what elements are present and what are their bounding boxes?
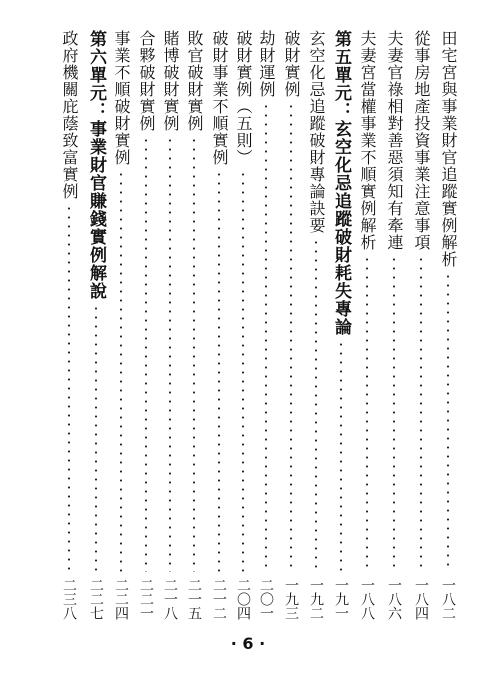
toc-section-heading	[85, 30, 107, 620]
page-number: · 6 ·	[230, 634, 266, 653]
dot-leader	[242, 170, 244, 572]
toc-entry	[255, 30, 277, 620]
toc-entry-title: 破財實例	[282, 30, 301, 98]
toc-entry	[183, 30, 205, 620]
toc-entry-page: 二二四	[113, 578, 129, 620]
toc-entry-page: 一八四	[413, 578, 429, 620]
toc-entry-title: 從事房地產投資事業注意事項	[412, 30, 431, 251]
toc-entry	[232, 30, 254, 620]
toc-entry-page: 一八八	[359, 578, 375, 620]
toc-entry-page: 一八六	[386, 578, 402, 620]
toc-entry	[280, 30, 302, 620]
dot-leader	[290, 102, 292, 572]
toc-entry	[437, 30, 459, 620]
toc-entry-page: 二〇四	[235, 578, 251, 620]
dot-leader	[420, 255, 422, 572]
dot-leader	[120, 170, 122, 572]
toc-entry-title: 事業不順破財實例	[112, 30, 131, 166]
toc-entry-title: 政府機關庇蔭致富實例	[60, 30, 79, 200]
toc-entry	[110, 30, 132, 620]
dot-leader	[340, 340, 342, 572]
toc-entry-page: 二一五	[186, 578, 202, 620]
dot-leader	[265, 102, 267, 572]
toc-entry-title: 破財實例（五則）	[234, 30, 253, 166]
toc-entry-title: 破財事業不順實例	[210, 30, 229, 166]
toc-entry-page: 一八二	[440, 578, 456, 620]
toc-entry-title: 合夥破財實例	[137, 30, 156, 132]
toc-entry-page: 二二一	[138, 578, 154, 620]
dot-leader	[95, 304, 97, 572]
toc-entry-page: 一九一	[333, 578, 349, 620]
dot-leader	[447, 272, 449, 572]
toc-entry-page: 二一二	[211, 578, 227, 620]
toc-entry-page: 二二七	[88, 578, 104, 620]
toc-entry	[208, 30, 230, 620]
toc-entry-title: 劫財運例	[257, 30, 276, 98]
toc-entry-title: 第五單元：玄空化忌追蹤破財耗失專論	[331, 30, 351, 336]
dot-leader	[315, 238, 317, 572]
dot-leader	[145, 136, 147, 572]
toc-section-heading	[330, 30, 352, 620]
toc-entry-title: 第六單元：事業財官賺錢實例解說	[86, 30, 106, 300]
toc-entry	[383, 30, 405, 620]
toc-entry	[159, 30, 181, 620]
toc-entry-title: 夫妻官祿相對善惡須知有牽連	[385, 30, 404, 251]
dot-leader	[68, 204, 70, 572]
toc-entry-title: 玄空化忌追蹤破財專論訣要	[307, 30, 326, 234]
toc-entry	[410, 30, 432, 620]
dot-leader	[366, 255, 368, 572]
toc-entry-title: 賭博破財實例	[161, 30, 180, 132]
toc-entry-page: 二三八	[61, 578, 77, 620]
toc-entry-page: 一九三	[283, 578, 299, 620]
toc-entry-page: 二一八	[162, 578, 178, 620]
toc-entry-title: 夫妻宮當權事業不順實例解析	[358, 30, 377, 251]
dot-leader	[193, 136, 195, 572]
dot-leader	[218, 170, 220, 572]
toc-entry	[305, 30, 327, 620]
dot-leader	[393, 255, 395, 572]
toc-entry-title: 敗官破財實例	[185, 30, 204, 132]
toc-entry	[135, 30, 157, 620]
toc-entry-page: 二〇一	[258, 578, 274, 620]
toc-entry-title: 田宅宮與事業財官追蹤實例解析	[439, 30, 458, 268]
toc-entry	[58, 30, 80, 620]
toc-entry-page: 一九二	[308, 578, 324, 620]
toc-entry	[356, 30, 378, 620]
dot-leader	[169, 136, 171, 572]
